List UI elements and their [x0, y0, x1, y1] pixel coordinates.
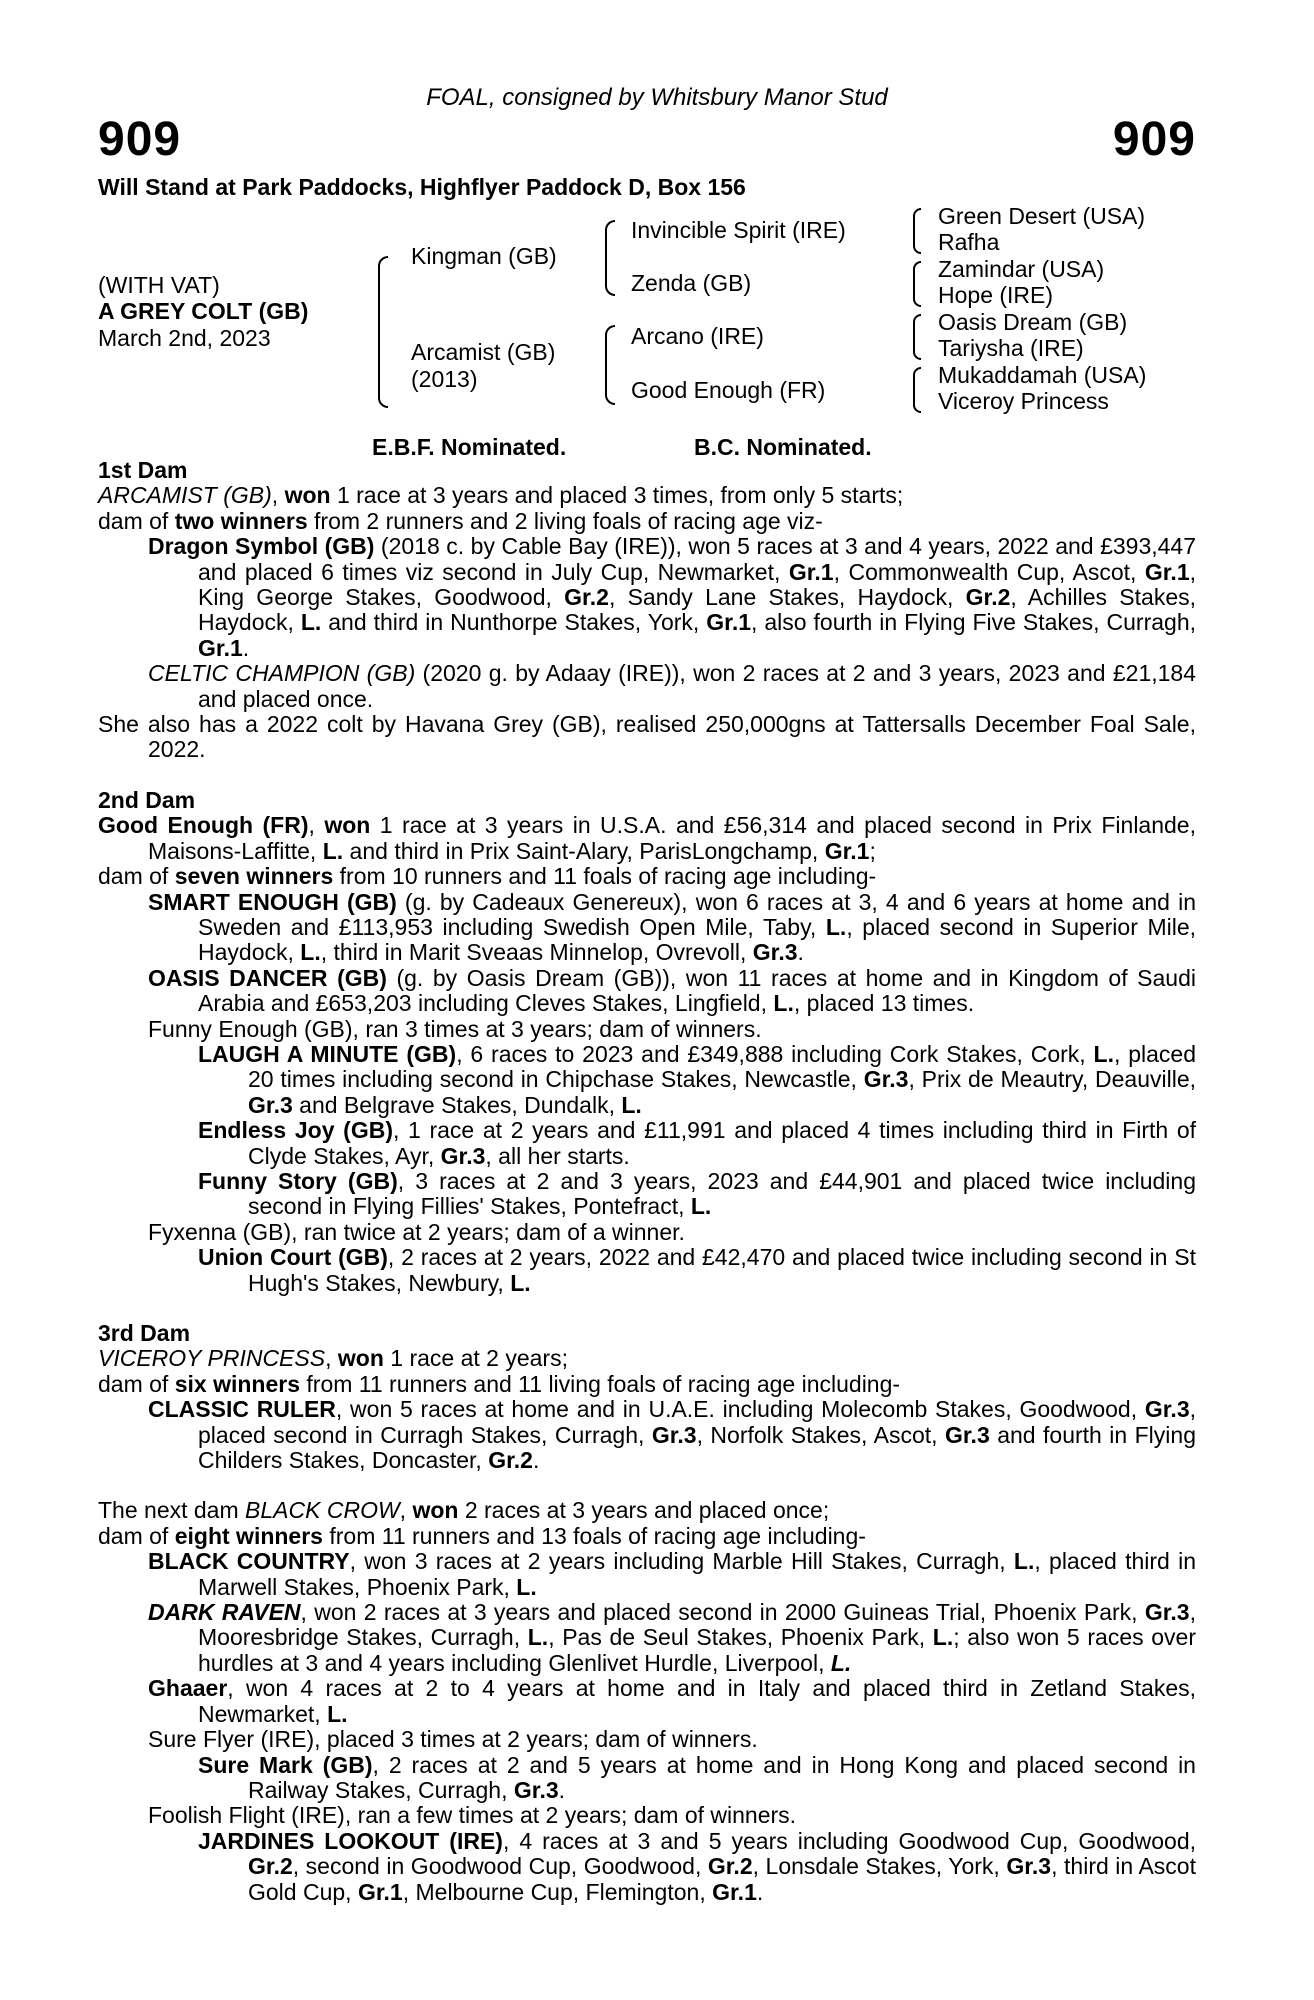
- dam-year: (2013): [411, 366, 478, 392]
- sire-name: Kingman (GB): [411, 243, 557, 269]
- produce-funny-enough: Funny Enough (GB), ran 3 times at 3 years; dam of winners.: [148, 1015, 762, 1042]
- produce-foolish-flight: Foolish Flight (IRE), ran a few times at 2 years; dam of winners.: [148, 1802, 797, 1829]
- produce-smart-enough: SMART ENOUGH (GB) (g. by Cadeaux Genereux), won 6 races at 3, 4 and 6 years at home and in Sweden and £113,953 including Swedish Open Mile, Taby, L., placed second in Superior Mile, Haydock, L., third in Marit Sveaas Minnelop, Ovrevoll, Gr.3.: [148, 888, 1197, 966]
- produce-dragon-symbol: Dragon Symbol (GB) (2018 c. by Cable Bay (IRE)), won 5 races at 3 and 4 years, 2022 and £393,447 and placed 6 times viz second in July Cup, Newmarket, Gr.1, Commonwealth Cup, Ascot, Gr.1, King George Stakes, Goodwood, Gr.2, Sandy Lane Stakes, Haydock, Gr.2, Achilles Stakes, Haydock, L. and third in Nunthorpe Stakes, York, Gr.1, also fourth in Flying Five Stakes, Curragh, Gr.1.: [148, 533, 1197, 661]
- first-dam-produce-summary: dam of two winners from 2 runners and 2 living foals of racing age viz-: [98, 507, 823, 534]
- next-dam-record: The next dam BLACK CROW, won 2 races at 3 years and placed once;: [98, 1497, 830, 1524]
- third-dam-produce-summary: dam of six winners from 11 runners and 11 living foals of racing age including-: [98, 1370, 901, 1397]
- horse-name: A GREY COLT (GB): [98, 298, 309, 324]
- first-dam-heading: 1st Dam: [98, 457, 188, 483]
- ancestor-2: Rafha: [938, 229, 1000, 255]
- second-dam-produce-summary: dam of seven winners from 10 runners and 11 foals of racing age including-: [98, 863, 877, 890]
- bc-nominated: B.C. Nominated.: [694, 434, 872, 460]
- next-dam-produce-summary: dam of eight winners from 11 runners and 13 foals of racing age including-: [98, 1522, 866, 1549]
- produce-havana-grey-colt: She also has a 2022 colt by Havana Grey (GB), realised 250,000gns at Tattersalls December Foal Sale, 2022.: [98, 711, 1196, 763]
- lot-number-left: 909: [98, 113, 182, 166]
- produce-fyxenna: Fyxenna (GB), ran twice at 2 years; dam of a winner.: [148, 1218, 685, 1245]
- produce-endless-joy: Endless Joy (GB), 1 race at 2 years and £11,991 and placed 4 times including third in Firth of Clyde Stakes, Ayr, Gr.3, all her starts.: [198, 1117, 1196, 1169]
- produce-sure-mark: Sure Mark (GB), 2 races at 2 and 5 years at home and in Hong Kong and placed second in Railway Stakes, Curragh, Gr.3.: [198, 1751, 1196, 1803]
- dam-name: Arcamist (GB): [411, 339, 556, 365]
- dam-sire: Arcano (IRE): [631, 323, 764, 349]
- second-dam-heading: 2nd Dam: [98, 786, 196, 813]
- pedigree-notes: [98, 458, 1196, 1905]
- brace-g2: [913, 261, 921, 307]
- produce-laugh-a-minute: LAUGH A MINUTE (GB), 6 races to 2023 and £349,888 including Cork Stakes, Cork, L., placed 20 times including second in Chipchase Stakes, Newcastle, Gr.3, Prix de Meautry, Deauville, Gr.3 and Belgrave Stakes, Dundalk, L.: [198, 1040, 1197, 1118]
- brace-g1: [913, 208, 921, 254]
- sire-dam: Zenda (GB): [631, 270, 752, 296]
- brace-sire: [605, 220, 615, 296]
- produce-funny-story: Funny Story (GB), 3 races at 2 and 3 years, 2023 and £44,901 and placed twice including second in Flying Fillies' Stakes, Pontefract, L.: [198, 1167, 1196, 1220]
- produce-classic-ruler: CLASSIC RULER, won 5 races at home and in U.A.E. including Molecomb Stakes, Goodwood, Gr.3, placed second in Curragh Stakes, Curragh, Gr.3, Norfolk Stakes, Ascot, Gr.3 and fourth in Flying Childers Stakes, Doncaster, Gr.2.: [148, 1396, 1197, 1474]
- produce-black-country: BLACK COUNTRY, won 3 races at 2 years including Marble Hill Stakes, Curragh, L., placed third in Marwell Stakes, Phoenix Park, L.: [148, 1548, 1196, 1600]
- ancestor-1: Green Desert (USA): [938, 203, 1146, 229]
- horse-dob: March 2nd, 2023: [98, 325, 271, 351]
- brace-g4: [913, 367, 921, 413]
- third-dam-heading: 3rd Dam: [98, 1320, 191, 1346]
- ancestor-6: Tariysha (IRE): [938, 335, 1084, 361]
- ancestor-4: Hope (IRE): [938, 282, 1054, 308]
- brace-g3: [913, 314, 921, 360]
- dam-dam: Good Enough (FR): [631, 377, 826, 403]
- lot-number-right: 909: [1112, 113, 1196, 166]
- ancestor-5: Oasis Dream (GB): [938, 309, 1128, 335]
- first-dam-record: ARCAMIST (GB), won 1 race at 3 years and placed 3 times, from only 5 starts;: [98, 482, 904, 509]
- produce-oasis-dancer: OASIS DANCER (GB) (g. by Oasis Dream (GB)), won 11 races at home and in Kingdom of Saudi Arabia and £653,203 including Cleves Stakes, Lingfield, L., placed 13 times.: [148, 964, 1196, 1017]
- produce-dark-raven: DARK RAVEN, won 2 races at 3 years and placed second in 2000 Guineas Trial, Phoenix Park, Gr.3, Mooresbridge Stakes, Curragh, L., Pas de Seul Stakes, Phoenix Park, L.; also won 5 races over hurdles at 3 and 4 years including Glenlivet Hurdle, Liverpool, L.: [148, 1599, 1196, 1676]
- produce-sure-flyer: Sure Flyer (IRE), placed 3 times at 2 years; dam of winners.: [148, 1726, 758, 1753]
- third-dam-record: VICEROY PRINCESS, won 1 race at 2 years;: [98, 1345, 568, 1372]
- produce-ghaaer: Ghaaer, won 4 races at 2 to 4 years at home and in Italy and placed third in Zetland Stakes, Newmarket, L.: [148, 1675, 1196, 1727]
- produce-union-court: Union Court (GB), 2 races at 2 years, 2022 and £42,470 and placed twice including second in St Hugh's Stakes, Newbury, L.: [198, 1244, 1196, 1296]
- ancestor-8: Viceroy Princess: [938, 388, 1109, 414]
- ancestor-3: Zamindar (USA): [938, 256, 1105, 282]
- second-dam-record: Good Enough (FR), won 1 race at 3 years in U.S.A. and £56,314 and placed second in Prix Finlande, Maisons-Laffitte, L. and third in Prix Saint-Alary, ParisLongchamp, Gr.1;: [98, 812, 1196, 864]
- ancestor-7: Mukaddamah (USA): [938, 362, 1147, 388]
- ebf-nominated: E.B.F. Nominated.: [372, 434, 567, 460]
- produce-celtic-champion: CELTIC CHAMPION (GB) (2020 g. by Adaay (IRE)), won 2 races at 2 and 3 years, 2023 and £21,184 and placed once.: [148, 660, 1196, 712]
- vat-label: (WITH VAT): [98, 272, 220, 298]
- brace-gen1: [378, 256, 388, 408]
- stand-location: Will Stand at Park Paddocks, Highflyer Paddock D, Box 156: [98, 174, 746, 200]
- produce-jardines-lookout: JARDINES LOOKOUT (IRE), 4 races at 3 and 5 years including Goodwood Cup, Goodwood, Gr.2, second in Goodwood Cup, Goodwood, Gr.2, Lonsdale Stakes, York, Gr.3, third in Ascot Gold Cup, Gr.1, Melbourne Cup, Flemington, Gr.1.: [198, 1827, 1196, 1905]
- sire-sire: Invincible Spirit (IRE): [631, 217, 846, 243]
- brace-dam: [605, 325, 615, 405]
- consignor-line: FOAL, consigned by Whitsbury Manor Stud: [426, 84, 888, 111]
